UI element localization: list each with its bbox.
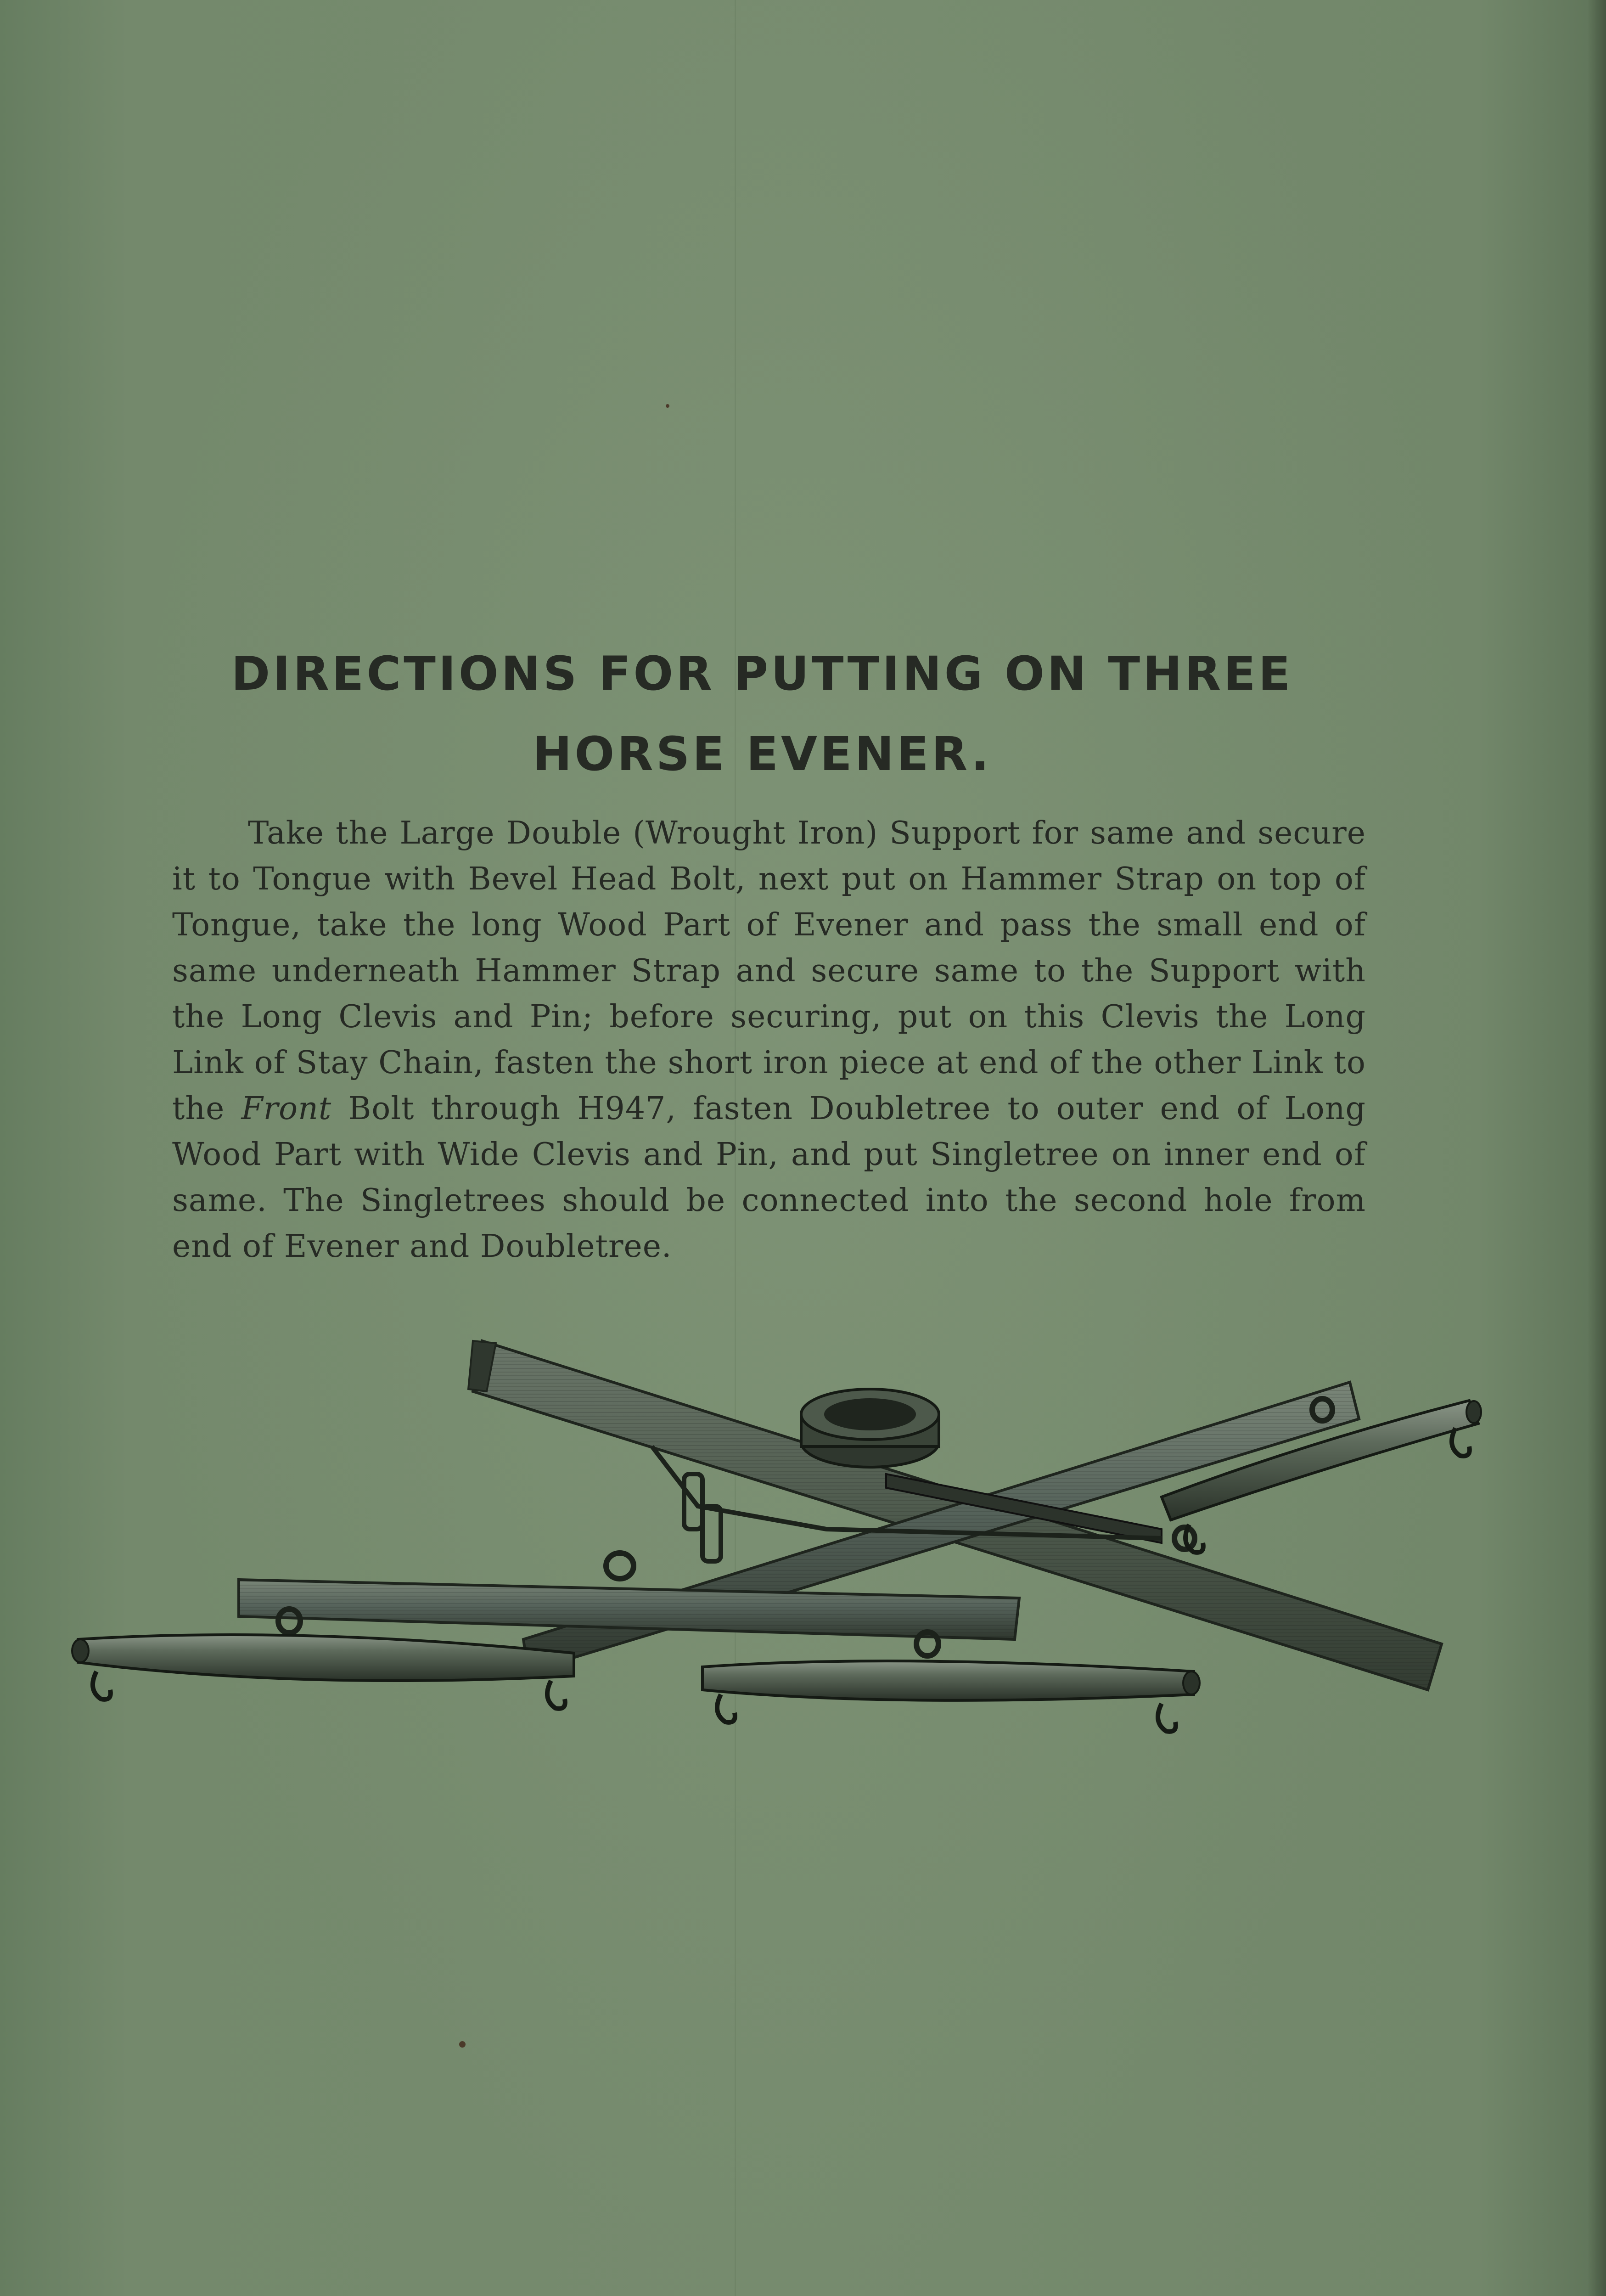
- singletree-left: [72, 1635, 574, 1709]
- paragraph-italic-word: Front: [241, 1091, 332, 1127]
- paper-speck: [666, 404, 669, 408]
- title-line-2: HORSE EVENER.: [533, 727, 992, 782]
- paper-speck: [459, 2041, 466, 2048]
- page-title: [138, 634, 1387, 794]
- directions-paragraph: [172, 810, 1366, 1270]
- title-line-1: DIRECTIONS FOR PUTTING ON THREE: [231, 647, 1293, 701]
- singletree-middle: [702, 1661, 1200, 1732]
- paragraph-text-end: Bolt through H947, fasten Doubletree to outer end of Long Wood Part with Wide Clevis and Pin, and put Singletree on inner end of same. The Singletrees should be connected into the second hole from end of Evener and Doubletree.: [172, 1091, 1366, 1265]
- three-horse-evener-illustration: [69, 1322, 1492, 1773]
- wrought-iron-support: [801, 1389, 939, 1467]
- paragraph-text-start: Take the Large Double (Wrought Iron) Support for same and secure it to Tongue with Bevel Head Bolt, next put on Hammer Strap on top of Tongue, take the long Wood Part of Evener and pass the small end of same underneath Hammer Strap and secure same to the Support with the Long Clevis and Pin; before securing, put on this Clevis the Long Link of Stay Chain, fasten the short iron piece at end of the other Link to the: [172, 815, 1366, 1127]
- page-edge-shadow: [1588, 0, 1606, 2296]
